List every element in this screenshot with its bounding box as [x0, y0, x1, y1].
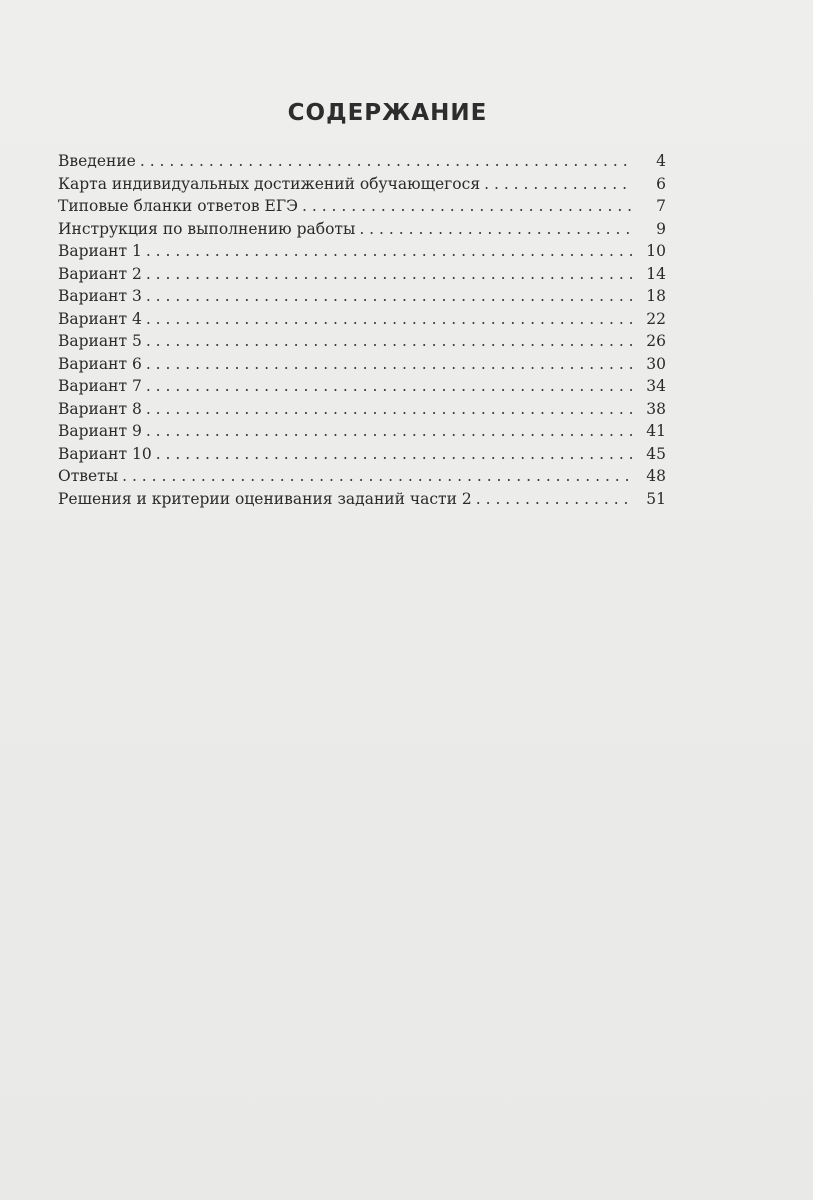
toc-entry: [58, 443, 666, 466]
toc-entry-page: 41: [646, 422, 666, 440]
toc-entry-label: Вариант 9: [58, 422, 142, 440]
toc-dot-leader: [146, 330, 632, 353]
toc-dot-leader: [476, 488, 632, 511]
toc-entry: [58, 353, 666, 376]
toc-entry-page: 34: [646, 377, 666, 395]
toc-entry: [58, 398, 666, 421]
toc-entry-label: Вариант 7: [58, 377, 142, 395]
toc-entry-page: 22: [646, 309, 666, 328]
toc-dot-leader: [156, 443, 632, 466]
toc-entry: [58, 308, 666, 331]
toc-entry-label: Ответы: [58, 467, 119, 485]
toc-entry-page: 26: [646, 332, 666, 350]
toc-entry-label: Вариант 6: [58, 354, 142, 373]
toc-entry-page: 38: [646, 399, 666, 418]
toc-entry: [58, 173, 666, 196]
toc-entry: [58, 465, 666, 488]
toc-entry-page: 51: [646, 489, 666, 508]
toc-dot-leader: [146, 240, 632, 263]
toc-entry-page: 9: [656, 219, 666, 238]
toc-entry-label: Решения и критерии оценивания заданий части 2: [58, 489, 472, 508]
toc-entry: [58, 195, 666, 218]
toc-dot-leader: [146, 308, 632, 331]
toc-entry-label: Вариант 5: [58, 332, 142, 350]
toc-entry-label: Вариант 10: [58, 444, 152, 463]
toc-entry-label: Типовые бланки ответов ЕГЭ: [58, 197, 298, 215]
toc-entry-label: Карта индивидуальных достижений обучающегося: [58, 174, 481, 193]
toc-dot-leader: [146, 263, 632, 286]
toc-entry-page: 30: [646, 354, 666, 373]
toc-entry: [58, 218, 666, 241]
toc-entry-page: 14: [646, 264, 666, 283]
toc-entry: [58, 375, 666, 398]
toc-entry-label: Вариант 8: [58, 399, 142, 418]
toc-entry-page: 10: [646, 242, 666, 260]
toc-entry-label: Инструкция по выполнению работы: [58, 219, 356, 238]
toc-entry: [58, 330, 666, 353]
toc-dot-leader: [302, 195, 632, 218]
toc-entry-label: Вариант 4: [58, 309, 142, 328]
toc-entry: [58, 285, 666, 308]
toc-dot-leader: [146, 420, 632, 443]
toc-dot-leader: [122, 465, 632, 488]
toc-entry-label: Вариант 1: [58, 242, 142, 260]
toc-entry: [58, 240, 666, 263]
toc-entry-page: 7: [656, 197, 666, 215]
toc-dot-leader: [146, 285, 632, 308]
toc-entry: [58, 150, 666, 173]
toc-dot-leader: [146, 398, 632, 421]
toc-dot-leader: [146, 375, 632, 398]
toc-entry: [58, 263, 666, 286]
toc-dot-leader: [146, 353, 632, 376]
toc-entry-page: 45: [646, 444, 666, 463]
toc-entry-label: Вариант 3: [58, 287, 142, 305]
toc-dot-leader: [359, 218, 632, 241]
table-of-contents: [58, 150, 666, 510]
toc-entry-page: 6: [656, 174, 666, 193]
toc-entry-label: Вариант 2: [58, 264, 142, 283]
toc-entry-page: 4: [656, 152, 666, 170]
toc-dot-leader: [140, 150, 632, 173]
toc-entry-page: 48: [646, 467, 666, 485]
toc-entry: [58, 420, 666, 443]
toc-dot-leader: [484, 173, 632, 196]
toc-entry-label: Введение: [58, 152, 136, 170]
page-title: СОДЕРЖАНИЕ: [287, 100, 488, 126]
toc-entry-page: 18: [646, 287, 666, 305]
toc-entry: [58, 488, 666, 511]
